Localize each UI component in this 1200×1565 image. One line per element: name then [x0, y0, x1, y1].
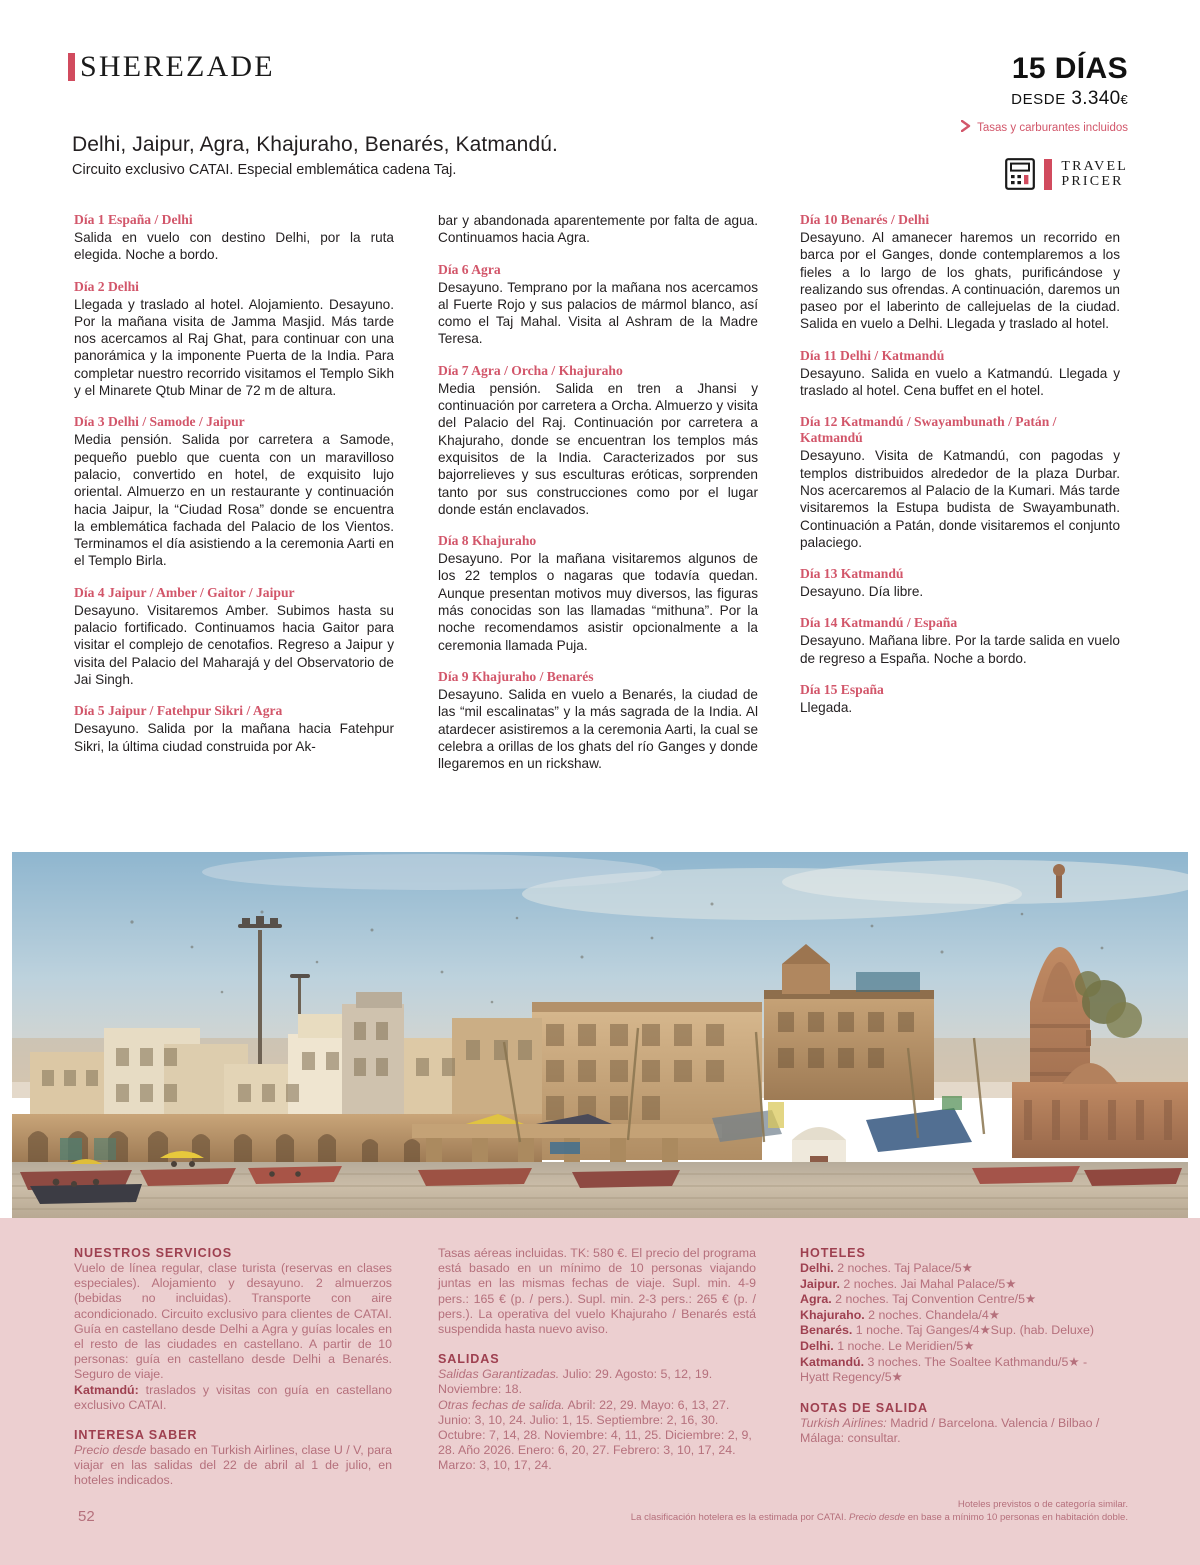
price-line — [961, 88, 1128, 110]
day-title: Día 15 España — [800, 682, 884, 698]
travel-pricer-line1: TRAVEL — [1061, 159, 1128, 174]
hotel-item — [800, 1355, 1118, 1386]
services-column — [74, 1246, 392, 1489]
destination-photo — [12, 852, 1188, 1218]
day-body: Desayuno. Salida en vuelo a Katmandú. Llegada y traslado al hotel. Cena buffet en el hotel. — [800, 365, 1120, 399]
hotels-heading: HOTELES — [800, 1246, 866, 1260]
hotel-city: Jaipur. — [800, 1276, 840, 1291]
day-body: Desayuno. Salida por la mañana hacia Fatehpur Sikri, la última ciudad construida por Ak- — [74, 721, 394, 754]
hotel-detail: 2 noches. Chandela/4★ — [864, 1307, 1000, 1322]
salidas-guaranteed — [438, 1367, 756, 1397]
travel-pricer-line2: PRICER — [1061, 174, 1124, 189]
day-title: Día 14 Katmandú / España — [800, 615, 958, 631]
itinerary-column-3 — [800, 212, 1120, 731]
hotel-item — [800, 1308, 1118, 1324]
day-title: Día 12 Katmandú / Swayambunath / Patán / Katmandú — [800, 414, 1057, 446]
day-title: Día 13 Katmandú — [800, 566, 904, 582]
day-title: Día 9 Khajuraho / Benarés — [438, 668, 594, 684]
footer-note-line1: Hoteles previstos o de categoría similar. — [957, 1499, 1128, 1510]
chevron-right-icon — [961, 120, 972, 135]
itinerary-entry — [74, 212, 394, 264]
ghats-illustration — [12, 852, 1188, 1218]
travel-pricer-text — [1061, 159, 1128, 189]
day-body: Media pensión. Salida por carretera a Samode, pequeño pueblo que cuenta con un maravilloso palacio, convertido en hotel, de exquisito lujo oriental. Almuerzo en un restaurante y continuación hacia Jaipur, la “Ciudad Rosa” donde se encuentra la emblemática fachada del Palacio de los Vientos. Terminamos el día asistiendo a la ceremonia Aarti en el Templo Birla. — [74, 432, 394, 569]
page-number: 52 — [78, 1508, 95, 1525]
price-amount: 3.340 — [1071, 88, 1121, 109]
day-body: Desayuno. Visita de Katmandú, con pagodas y templos distribuidos alrededor de la plaza Durbar. Nos acercaremos al Palacio de la Kumari. Más tarde visitaremos la Estupa budista de Swayambunath. Continuación a Patán, donde visitaremos el conjunto palaciego. — [800, 448, 1120, 550]
day-title: Día 2 Delhi — [74, 278, 139, 294]
hotel-city: Delhi. — [800, 1338, 834, 1353]
salidas-other-label: Otras fechas de salida. — [438, 1397, 565, 1412]
services-katmandu-text: traslados y visitas con guía en castellano exclusivo CATAI. — [74, 1382, 392, 1412]
trip-subtitle: Circuito exclusivo CATAI. Especial emblemática cadena Taj. — [72, 162, 457, 178]
day-title: Día 4 Jaipur / Amber / Gaitor / Jaipur — [74, 584, 295, 600]
hotel-item — [800, 1292, 1118, 1308]
itinerary-entry — [800, 212, 1120, 333]
hotel-item — [800, 1277, 1118, 1293]
day-body: Salida en vuelo con destino Delhi, por la ruta elegida. Noche a bordo. — [74, 230, 394, 263]
notas-heading: NOTAS DE SALIDA — [800, 1400, 929, 1415]
notas-airline-label: Turkish Airlines: — [800, 1415, 887, 1430]
day-body: Desayuno. Día libre. — [800, 584, 924, 600]
hotel-item — [800, 1261, 1118, 1277]
salidas-other-text: Abril: 22, 29. Mayo: 6, 13, 27. Junio: 3, 10, 24. Julio: 1, 15. Septiembre: 2, 16, 30. Octubre: 7, 14, 28. Noviembre: 4, 11, 25. Diciembre: 2, 9, 28. Año 2026. Enero: 6, 20, 27. Febrero: 3, 10, 17, 24. Marzo: 3, 10, 17, 24. — [438, 1397, 752, 1473]
itinerary-column-1 — [74, 212, 394, 770]
day-body: Media pensión. Salida en tren a Jhansi y continuación por carretera a Orcha. Almuerzo y visita del Palacio del Raj. Continuación por carretera a Khajuraho, donde se encuentran los templos más exquisitos de la India. Caracterizados por sus bajorrelieves y sus esculturas eróticas, sorprenden tanto por sus construcciones como por el lugar donde están enclavados. — [438, 380, 758, 517]
day-title: Día 11 Delhi / Katmandú — [800, 347, 945, 363]
hotel-detail: 2 noches. Taj Palace/5★ — [833, 1261, 973, 1275]
brand-accent-bar — [68, 53, 75, 81]
day-body-continuation: bar y abandonada aparentemente por falta de agua. Continuamos hacia Agra. — [438, 213, 758, 246]
hotel-detail: 1 noche. Taj Ganges/4★Sup. (hab. Deluxe) — [852, 1323, 1094, 1338]
travel-pricer-logo — [1005, 158, 1128, 190]
itinerary-entry — [800, 682, 1120, 716]
notas-body — [800, 1416, 1118, 1446]
notas-text: Madrid / Barcelona. Valencia / Bilbao / Málaga: consultar. — [800, 1415, 1100, 1445]
taxes-note-label: Tasas y carburantes incluidos — [977, 121, 1128, 134]
price-prefix-label: DESDE — [1011, 91, 1066, 108]
salidas-guaranteed-label: Salidas Garantizadas. — [438, 1367, 560, 1382]
itinerary-entry — [74, 703, 394, 755]
day-body: Desayuno. Por la mañana visitaremos algunos de los 22 templos o nagaras que todavía quedan. Aunque presentan motivos muy diversos, las figuras más conocidas son las llamadas “mithuna”. Por la noche recomendamos asistir opcionalmente a la ceremonia llamada Puja. — [438, 551, 758, 653]
brand-logo — [68, 50, 275, 84]
itinerary-entry — [438, 363, 758, 518]
interesa-text: basado en Turkish Airlines, clase U / V, para viajar en las salidas del 22 de abril al 1 de julio, en hoteles indicados. — [74, 1443, 393, 1488]
services-heading: NUESTROS SERVICIOS — [74, 1246, 233, 1260]
interesa-body — [74, 1443, 392, 1489]
hotel-city: Agra. — [800, 1292, 832, 1307]
hotel-detail: 2 noches. Taj Convention Centre/5★ — [831, 1292, 1037, 1307]
taxes-included-note — [961, 120, 1128, 135]
day-title: Día 5 Jaipur / Fatehpur Sikri / Agra — [74, 703, 283, 719]
hotel-city: Katmandú. — [800, 1354, 865, 1369]
footer-note-line2 — [631, 1511, 1128, 1524]
hotel-item — [800, 1323, 1118, 1339]
salidas-other — [438, 1398, 756, 1474]
itinerary-entry — [438, 262, 758, 348]
footer-note-a: La clasificación hotelera es la estimada por CATAI. — [630, 1512, 850, 1523]
travel-pricer-accent-bar — [1044, 159, 1052, 190]
itinerary-entry — [800, 615, 1120, 667]
taxes-body: Tasas aéreas incluidas. TK: 580 €. El precio del programa está basado en un mínimo de 10 personas viajando juntas en las mismas fechas de viaje. Supl. min. 4-9 pers.: 165 € (p. / pers.). Supl. min. 2-3 pers.: 265 € (p. / pers.). La operativa del vuelo Khajuraho / Benarés está suspendida hasta nuevo aviso. — [438, 1246, 756, 1337]
calculator-icon — [1005, 158, 1035, 190]
itinerary-entry — [74, 414, 394, 569]
price-currency: € — [1120, 92, 1128, 107]
services-text: Vuelo de línea regular, clase turista (reservas en clases especiales). Alojamiento y desayuno. 2 almuerzos (bebidas no incluidas). Transporte con aire acondicionado. Circuito exclusivo para clientes de CATAI. Guía en castellano desde Delhi a Agra y guías locales en el resto de las ciudades en castellano. A partir de 10 personas: guía en castellano desde Delhi a Benarés. Seguro de viaje. — [74, 1261, 392, 1382]
day-body: Desayuno. Temprano por la mañana nos acercamos al Fuerte Rojo y sus palacios de mármol blanco, así como el Taj Mahal. Visita al Ashram de la Madre Teresa. — [438, 279, 758, 347]
footer-disclaimer — [631, 1498, 1128, 1524]
itinerary-entry — [438, 669, 758, 772]
itinerary-entry — [74, 279, 394, 400]
day-title: Día 8 Khajuraho — [438, 533, 537, 549]
brand-name: SHEREZADE — [80, 50, 275, 83]
itinerary-section — [0, 212, 1200, 842]
hotel-city: Benarés. — [800, 1323, 853, 1338]
day-body: Llegada y traslado al hotel. Alojamiento. Desayuno. Por la mañana visita de Jamma Masjid. Más tarde nos acercamos al Raj Ghat, para continuar con una panorámica y la imponente Puerta de la India. Para completar nuestro recorrido visitamos el Templo Sikh y el Minarete Qtub Minar de 72 m de altura. — [74, 296, 394, 399]
hotel-city: Delhi. — [800, 1261, 834, 1275]
itinerary-entry — [74, 585, 394, 688]
hotel-detail: 3 noches. The Soaltee Kathmandu/5★ - Hyatt Regency/5★ — [800, 1354, 1088, 1385]
itinerary-entry — [800, 348, 1120, 400]
duration-label: 15 DÍAS — [1011, 52, 1128, 85]
hotel-detail: 2 noches. Jai Mahal Palace/5★ — [839, 1276, 1017, 1291]
hotel-item — [800, 1339, 1118, 1355]
itinerary-entry — [800, 414, 1120, 551]
day-title: Día 7 Agra / Orcha / Khajuraho — [438, 362, 623, 378]
day-body: Desayuno. Mañana libre. Por la tarde salida en vuelo de regreso a España. Noche a bordo. — [800, 633, 1120, 666]
page-header — [0, 0, 1200, 200]
itinerary-entry — [438, 533, 758, 654]
hotels-column — [800, 1246, 1118, 1446]
day-title: Día 3 Delhi / Samode / Jaipur — [74, 414, 245, 430]
day-body: Desayuno. Salida en vuelo a Benarés, la ciudad de las “mil escalinatas” y la más sagrada de la India. Al atardecer asistiremos a la ceremonia Aarti, la cual se celebra a orillas de los ghats del río Ganges y donde llegaremos en un rickshaw. — [438, 686, 758, 772]
day-body: Llegada. — [800, 700, 853, 716]
taxes-salidas-column — [438, 1246, 756, 1474]
services-body — [74, 1261, 392, 1413]
salidas-guaranteed-text: Julio: 29. Agosto: 5, 12, 19. Noviembre: 18. — [438, 1367, 713, 1397]
day-body: Desayuno. Visitaremos Amber. Subimos hasta su palacio fortificado. Continuamos hacia Gaitor para visitar el complejo de cenotafios. Regreso a Jaipur y visita del Palacio del Maharajá y del Observatorio de Jai Singh. — [74, 602, 394, 687]
itinerary-column-2 — [438, 212, 758, 787]
price-block — [961, 52, 1128, 135]
footer-note-italic: Precio desde — [849, 1512, 906, 1523]
day-title: Día 1 España / Delhi — [74, 212, 193, 227]
interesa-italic: Precio desde — [74, 1443, 147, 1458]
trip-destinations: Delhi, Jaipur, Agra, Khajuraho, Benarés, Katmandú. — [72, 133, 558, 156]
day-title: Día 10 Benarés / Delhi — [800, 212, 930, 227]
salidas-heading: SALIDAS — [438, 1352, 500, 1367]
itinerary-entry — [800, 566, 1120, 600]
day-body: Desayuno. Al amanecer haremos un recorrido en barca por el Ganges, donde contemplaremos a los fieles a lo largo de los ghats, purificándose y realizando sus ofrendas. A continuación, daremos un paseo por el laberinto de callejuelas de la ciudad. Salida en vuelo a Delhi. Llegada y traslado al hotel. — [800, 230, 1120, 332]
trip-headline — [72, 133, 558, 178]
footer-note-b: en base a mínimo 10 personas en habitación doble. — [905, 1512, 1128, 1523]
hotel-city: Khajuraho. — [800, 1307, 865, 1322]
day-title: Día 6 Agra — [438, 261, 501, 277]
interesa-heading: INTERESA SABER — [74, 1428, 198, 1443]
services-katmandu-label: Katmandú: — [74, 1382, 139, 1397]
hotel-detail: 1 noche. Le Meridien/5★ — [833, 1338, 975, 1353]
